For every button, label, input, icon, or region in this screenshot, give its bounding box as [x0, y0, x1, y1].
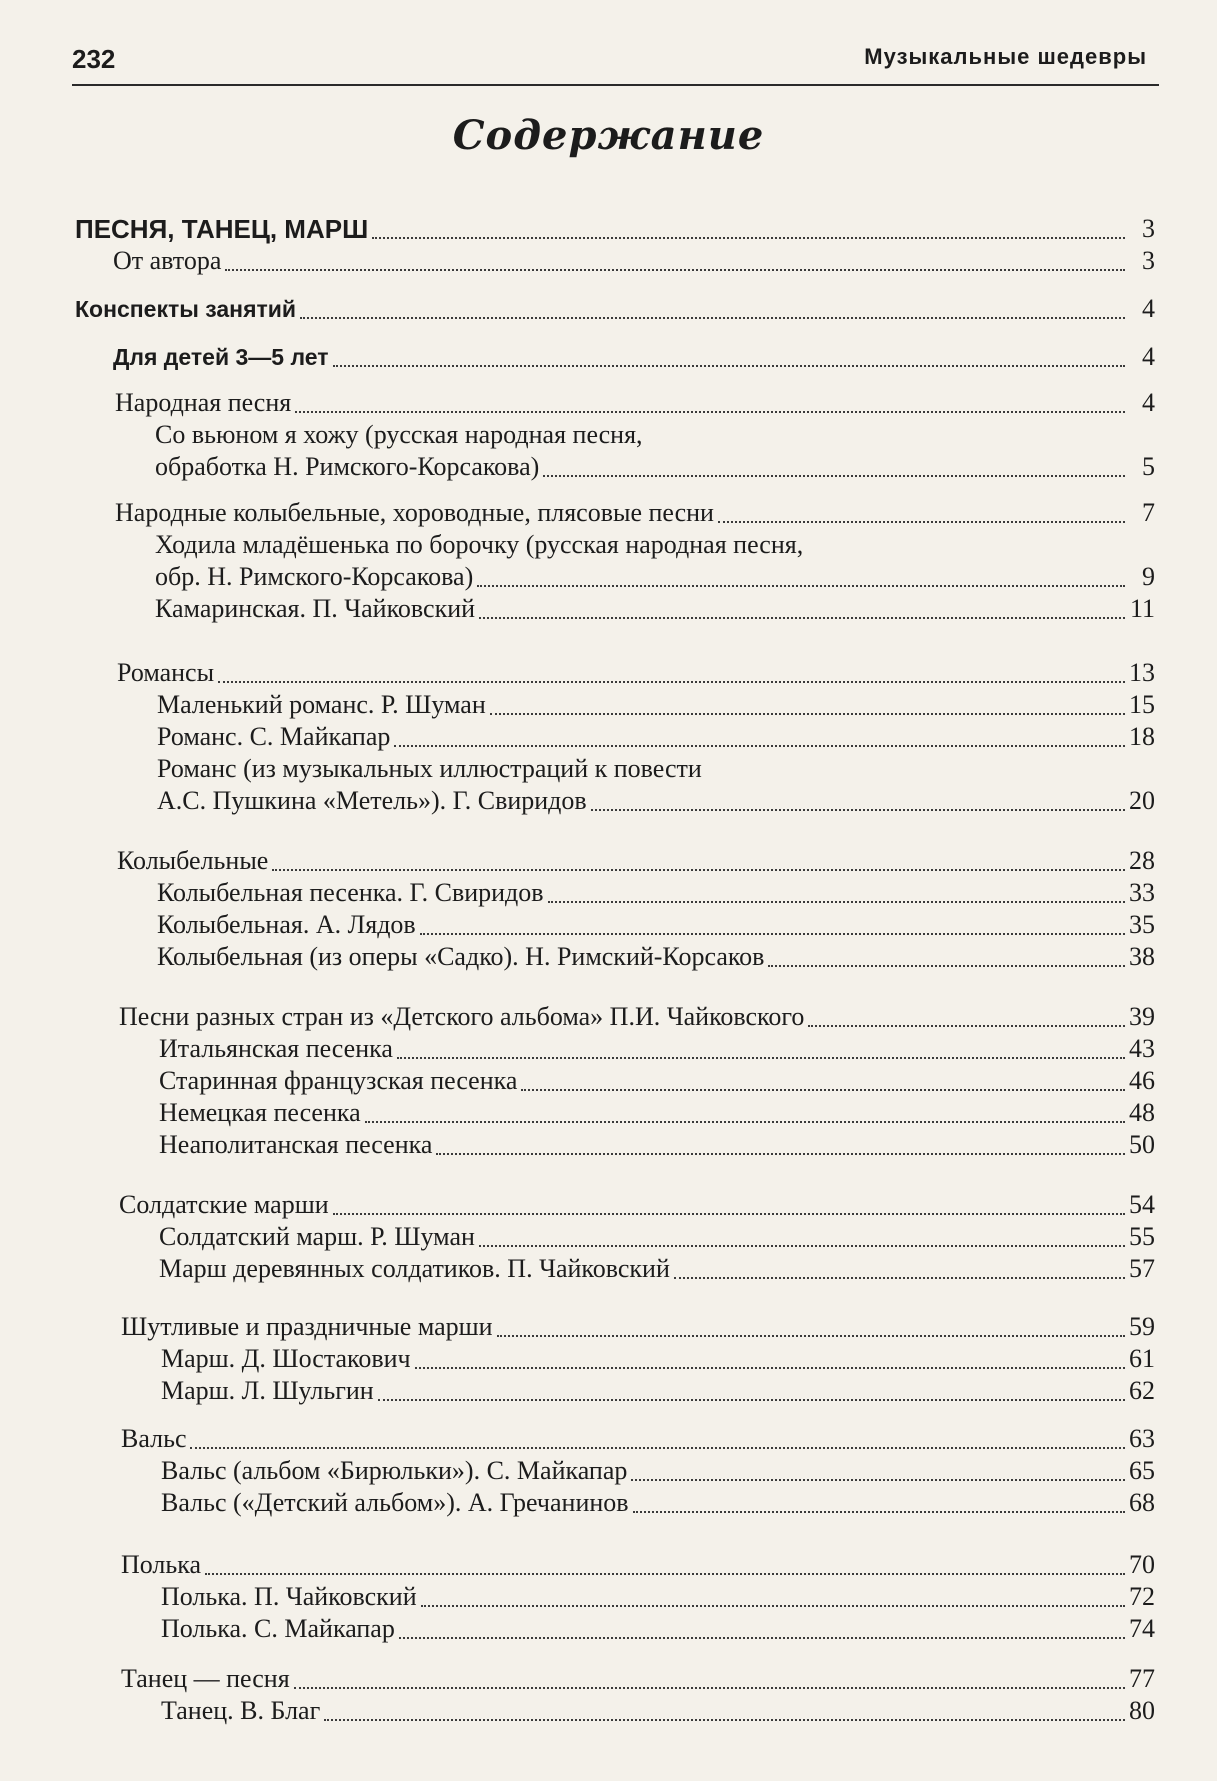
toc-entry [159, 1254, 1155, 1284]
toc-leader-dots [365, 1119, 1125, 1123]
toc-entry-label: Старинная французская песенка [159, 1066, 518, 1095]
toc-leader-dots [205, 1571, 1125, 1575]
toc-entry-page: 38 [1129, 942, 1155, 971]
toc-entry-label: Вальс [121, 1424, 187, 1453]
toc-entry-page: 28 [1129, 846, 1155, 875]
toc-entry-label: ПЕСНЯ, ТАНЕЦ, МАРШ [75, 214, 369, 244]
toc-entry-label: Итальянская песенка [159, 1034, 393, 1063]
toc-entry-page: 72 [1129, 1582, 1155, 1611]
toc-entry [119, 1002, 1155, 1032]
toc-entry [115, 388, 1155, 418]
toc-entry-label: Полька. С. Майкапар [161, 1614, 395, 1643]
toc-entry-page: 80 [1129, 1696, 1155, 1725]
toc-entry-label: Марш деревянных солдатиков. П. Чайковский [159, 1254, 670, 1283]
toc-entry-label: Романс (из музыкальных иллюстраций к повести [157, 754, 702, 783]
toc-leader-dots [548, 899, 1125, 903]
toc-entry [159, 1130, 1155, 1160]
toc-entry-label: Песни разных стран из «Детского альбома» П.И. Чайковского [119, 1002, 805, 1031]
toc-entry-label: Танец. В. Благ [161, 1696, 321, 1725]
toc-leader-dots [399, 1635, 1125, 1639]
toc-entry-label: Немецкая песенка [159, 1098, 361, 1127]
toc-entry-page: 63 [1129, 1424, 1155, 1453]
toc-leader-dots [333, 1211, 1125, 1215]
toc-entry-page: 59 [1129, 1312, 1155, 1341]
toc-entry [115, 498, 1155, 528]
toc-entry-page: 9 [1142, 562, 1155, 591]
toc-entry [161, 1488, 1155, 1518]
toc-entry-page: 62 [1129, 1376, 1155, 1405]
toc-entry-label: Марш. Л. Шульгин [161, 1376, 374, 1405]
toc-entry [159, 1098, 1155, 1128]
toc-entry-label: Со вьюном я хожу (русская народная песня, [155, 420, 643, 449]
toc-entry-page: 4 [1142, 388, 1155, 417]
toc-entry-page: 61 [1129, 1344, 1155, 1373]
toc-entry [157, 690, 1155, 720]
toc-entry-page: 3 [1142, 246, 1155, 275]
toc-leader-dots [420, 931, 1125, 935]
toc-entry-page: 50 [1129, 1130, 1155, 1159]
toc-entry-page: 74 [1129, 1614, 1155, 1643]
toc-entry-page: 54 [1129, 1190, 1155, 1219]
toc-entry-label: Колыбельные [117, 846, 269, 875]
toc-entry [121, 1664, 1155, 1694]
toc-entry-label: Неаполитанская песенка [159, 1130, 433, 1159]
toc-entry-label: Марш. Д. Шостакович [161, 1344, 411, 1373]
toc-leader-dots [300, 315, 1125, 319]
toc-entry [159, 1066, 1155, 1096]
toc-entry-label: Вальс («Детский альбом»). А. Гречанинов [161, 1488, 629, 1517]
toc-entry [161, 1614, 1155, 1644]
toc-leader-dots [477, 583, 1125, 587]
toc-leader-dots [521, 1087, 1125, 1091]
header-rule [72, 84, 1159, 86]
toc-entry-page: 48 [1129, 1098, 1155, 1127]
toc-entry-label: Колыбельная песенка. Г. Свиридов [157, 878, 544, 907]
toc-leader-dots [372, 235, 1125, 239]
toc-leader-dots [808, 1023, 1125, 1027]
toc-leader-dots [718, 519, 1125, 523]
page-title: Содержание [452, 112, 765, 159]
toc-entry-page: 65 [1129, 1456, 1155, 1485]
toc-leader-dots [378, 1397, 1125, 1401]
toc-entry-part [75, 214, 1155, 244]
toc-leader-dots [218, 679, 1125, 683]
toc-leader-dots [436, 1151, 1125, 1155]
toc-entry-label: Романсы [117, 658, 215, 687]
toc-entry [157, 722, 1155, 752]
toc-entry-page: 39 [1129, 1002, 1155, 1031]
toc-entry-label: Народные колыбельные, хороводные, плясовые песни [115, 498, 714, 527]
toc-entry [155, 562, 1155, 592]
toc-entry-page: 7 [1142, 498, 1155, 527]
toc-entry-label: обработка Н. Римского-Корсакова) [155, 452, 540, 481]
toc-entry-page: 20 [1129, 786, 1155, 815]
toc-entry-label: обр. Н. Римского-Корсакова) [155, 562, 474, 591]
toc-leader-dots [497, 1333, 1125, 1337]
toc-entry [121, 1550, 1155, 1580]
toc-entry-page: 4 [1142, 342, 1155, 371]
toc-entry-label: Колыбельная (из оперы «Садко). Н. Римский-Корсаков [157, 942, 765, 971]
running-head: Музыкальные шедевры [864, 44, 1147, 69]
toc-leader-dots [324, 1717, 1125, 1721]
toc-leader-dots [394, 743, 1125, 747]
toc-leader-dots [543, 473, 1125, 477]
toc-entry [161, 1582, 1155, 1612]
toc-entry-age [113, 342, 1155, 372]
toc-entry-page: 55 [1129, 1222, 1155, 1251]
toc-entry [117, 846, 1155, 876]
toc-entry-label: Шутливые и праздничные марши [121, 1312, 493, 1341]
toc-entry [161, 1456, 1155, 1486]
toc-leader-dots [631, 1477, 1125, 1481]
toc-entry-page: 77 [1129, 1664, 1155, 1693]
toc-entry-page: 11 [1129, 594, 1155, 623]
toc-entry-page: 13 [1129, 658, 1155, 687]
toc-leader-dots [421, 1603, 1125, 1607]
toc-entry [159, 1222, 1155, 1252]
toc-entry [121, 1424, 1155, 1454]
toc-leader-dots [591, 807, 1125, 811]
toc-entry-label: А.С. Пушкина «Метель»). Г. Свиридов [157, 786, 587, 815]
toc-leader-dots [768, 963, 1125, 967]
toc-leader-dots [415, 1365, 1125, 1369]
toc-entry [157, 910, 1155, 940]
toc-leader-dots [479, 1243, 1125, 1247]
toc-entry-label: Маленький романс. Р. Шуман [157, 690, 486, 719]
toc-leader-dots [272, 867, 1125, 871]
toc-entry [157, 878, 1155, 908]
toc-leader-dots [294, 1685, 1125, 1689]
page-number: 232 [72, 44, 116, 74]
toc-entry [161, 1344, 1155, 1374]
toc-entry-page: 35 [1129, 910, 1155, 939]
toc-entry-page: 15 [1129, 690, 1155, 719]
toc-entry-label: Народная песня [115, 388, 292, 417]
toc-entry [119, 1190, 1155, 1220]
toc-entry [117, 658, 1155, 688]
toc-entry-label: Солдатские марши [119, 1190, 329, 1219]
toc-entry-page: 43 [1129, 1034, 1155, 1063]
toc-entry-page: 33 [1129, 878, 1155, 907]
toc-leader-dots [674, 1275, 1125, 1279]
toc-leader-dots [397, 1055, 1125, 1059]
toc-entry-label: Конспекты занятий [75, 296, 297, 322]
toc-entry-page: 46 [1129, 1066, 1155, 1095]
toc-entry [159, 1034, 1155, 1064]
toc-entry-section [75, 294, 1155, 324]
toc-entry-page: 5 [1142, 452, 1155, 481]
toc-entry [121, 1312, 1155, 1342]
toc-entry-label: Колыбельная. А. Лядов [157, 910, 416, 939]
toc-entry [155, 594, 1155, 624]
toc-entry [113, 246, 1155, 276]
toc-leader-dots [479, 615, 1125, 619]
toc-entry-label: Камаринская. П. Чайковский [155, 594, 476, 623]
toc-entry [161, 1696, 1155, 1726]
toc-entry-label: Танец — песня [121, 1664, 290, 1693]
toc-leader-dots [190, 1445, 1125, 1449]
toc-entry-label: Романс. С. Майкапар [157, 722, 391, 751]
toc-entry-page: 68 [1129, 1488, 1155, 1517]
toc-leader-dots [225, 267, 1125, 271]
toc-leader-dots [633, 1509, 1125, 1513]
toc-entry-page: 4 [1142, 294, 1155, 323]
toc-entry [157, 942, 1155, 972]
toc-leader-dots [333, 363, 1125, 367]
toc-entry-page: 18 [1129, 722, 1155, 751]
toc-entry-label: Для детей 3—5 лет [113, 344, 329, 370]
toc-entry [161, 1376, 1155, 1406]
toc-entry-label: Ходила младёшенька по борочку (русская народная песня, [155, 530, 804, 559]
toc-entry-page: 70 [1129, 1550, 1155, 1579]
toc-entry-label: Солдатский марш. Р. Шуман [159, 1222, 475, 1251]
toc-entry-label: Вальс (альбом «Бирюльки»). С. Майкапар [161, 1456, 628, 1485]
toc-entry [155, 452, 1155, 482]
toc-entry [157, 786, 1155, 816]
toc-entry-label: Полька. П. Чайковский [161, 1582, 417, 1611]
toc-entry-label: Полька [121, 1550, 202, 1579]
toc-leader-dots [490, 711, 1125, 715]
toc-leader-dots [295, 409, 1125, 413]
toc-entry-page: 3 [1142, 214, 1155, 243]
toc-entry-page: 57 [1129, 1254, 1155, 1283]
toc-entry-label: От автора [113, 246, 222, 275]
